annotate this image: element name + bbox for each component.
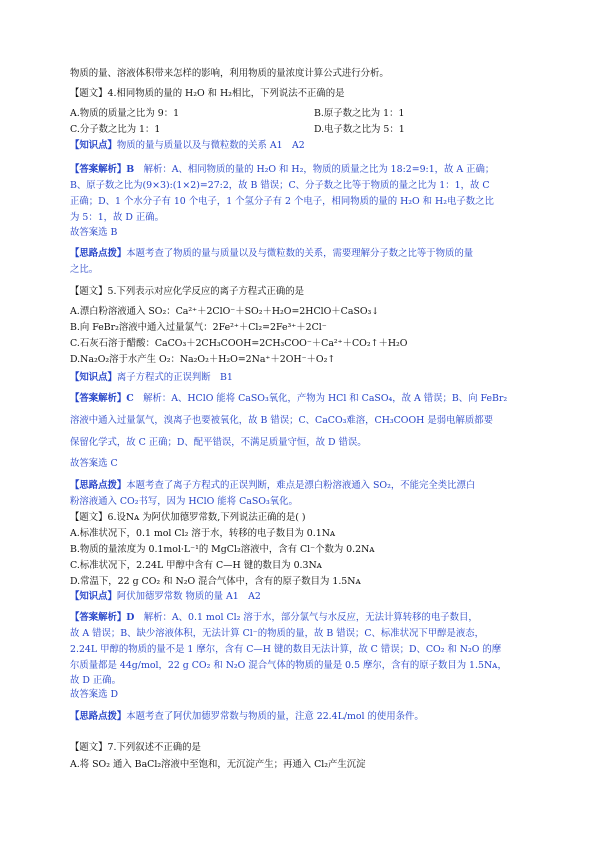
knowledge-point (70, 140, 305, 152)
option-d: D.Na₂O₂溶于水产生 O₂：Na₂O₂＋H₂O=2Na⁺＋2OH⁻＋O₂↑ (70, 354, 336, 365)
thinking-tip (70, 711, 424, 723)
knowledge-point (70, 591, 261, 603)
question-6-stem: 【题文】6.设Nᴀ 为阿伏加德罗常数,下列说法正确的是( ) (70, 512, 306, 523)
section-text: 本题考查了离子方程式的正误判断，难点是漂白粉溶液通入 SO₂，不能完全类比漂白 (126, 480, 476, 491)
section-text: 阿伏加德罗常数 物质的量 A1 A2 (116, 591, 261, 602)
text-line: 正确；D、1 个水分子有 10 个电子，1 个氢分子有 2 个电子，相同物质的量的 H₂O 和 H₂电子数之比 (70, 196, 494, 207)
section-text: 解析：A、0.1 mol Cl₂ 溶于水，部分氯气与水反应，无法计算转移的电子数目， (134, 612, 478, 623)
text-line: 保留化学式，故 C 正确；D、配平错误，不满足质量守恒，故 D 错误。 (70, 437, 367, 448)
text-line: 溶液中通入过量氯气，溴离子也要被氧化，故 B 错误；C、CaCO₃难溶，CH₃COOH 是弱电解质都要 (70, 415, 493, 426)
answer-analysis (70, 393, 507, 405)
text-line: 2.24L 甲醇的物质的量不是 1 摩尔，含有 C—H 键的数目无法计算，故 C 错误；D、CO₂ 和 N₂O 的摩 (70, 644, 502, 655)
option-b: B.物质的量浓度为 0.1mol·L⁻¹的 MgCl₂溶液中，含有 Cl⁻个数为 0.2Nᴀ (70, 544, 375, 555)
section-tag: 【知识点】 (70, 591, 117, 602)
section-tag: 【思路点拨】 (70, 248, 127, 259)
section-tag: 【知识点】 (70, 372, 117, 383)
section-text: 解析：A、相同物质的量的 H₂O 和 H₂，物质的质量之比为 18:2=9:1，故 A 正确； (134, 164, 495, 175)
option-d: D.电子数之比为 5：1 (314, 124, 405, 135)
text-line: 故答案选 C (70, 458, 118, 469)
text-line: B、原子数之比为(9×3):(1×2)=27:2，故 B 错误；C、分子数之比等于物质的量之比为 1：1，故 C (70, 180, 490, 191)
section-text: 物质的量与质量以及与微粒数的关系 A1 A2 (116, 140, 305, 151)
section-text: 本题考查了物质的量与质量以及与微粒数的关系，需要理解分子数之比等于物质的量 (126, 248, 474, 259)
section-tag: 【知识点】 (70, 140, 117, 151)
option-a: A.标准状况下，0.1 mol Cl₂ 溶于水，转移的电子数目为 0.1Nᴀ (70, 528, 336, 539)
thinking-tip (70, 248, 473, 260)
option-c: C.分子数之比为 1：1 (70, 124, 161, 135)
section-tag: 【思路点拨】 (70, 480, 127, 491)
text-line: 粉溶液通入 CO₂书写，因为 HClO 能将 CaSO₃氧化。 (70, 496, 298, 507)
text-line: 物质的量、溶液体积带来怎样的影响，利用物质的量浓度计算公式进行分析。 (70, 68, 389, 79)
text-line: 故 A 错误；B、缺少溶液体积，无法计算 Cl⁻的物质的量，故 B 错误；C、标准状况下甲醇是液态， (70, 628, 484, 639)
section-text: 本题考查了阿伏加德罗常数与物质的量，注意 22.4L/mol 的使用条件。 (126, 711, 424, 722)
question-7-stem: 【题文】7.下列叙述不正确的是 (70, 742, 201, 753)
thinking-tip (70, 480, 475, 492)
option-row (70, 124, 405, 136)
option-d: D.常温下，22 g CO₂ 和 N₂O 混合气体中，含有的原子数目为 1.5Nᴀ (70, 576, 361, 587)
text-line: 尔质量都是 44g/mol，22 g CO₂ 和 N₂O 混合气体的物质的量是 0.5 摩尔，含有的原子数目为 1.5Nᴀ， (70, 660, 507, 671)
answer-analysis (70, 164, 494, 176)
option-b: B.原子数之比为 1：1 (314, 108, 405, 119)
text-line: 之比。 (70, 264, 99, 275)
text-line: 故 D 正确。 (70, 675, 121, 686)
answer-analysis (70, 612, 478, 624)
section-tag: 【答案解析】B (70, 164, 135, 175)
option-a: A.将 SO₂ 通入 BaCl₂溶液中至饱和，无沉淀产生；再通入 Cl₂产生沉淀 (70, 759, 366, 770)
option-a: A.漂白粉溶液通入 SO₂：Ca²⁺＋2ClO⁻＋SO₂＋H₂O=2HClO＋CaSO₃↓ (70, 306, 380, 317)
section-text: 解析：A、HClO 能将 CaSO₃氧化，产物为 HCl 和 CaSO₄，故 A 错误；B、向 FeBr₂ (133, 393, 508, 404)
section-tag: 【答案解析】C (70, 393, 134, 404)
text-line: 故答案选 B (70, 227, 118, 238)
option-b: B.向 FeBr₂溶液中通入过量氯气：2Fe²⁺＋Cl₂=2Fe³⁺＋2Cl⁻ (70, 322, 327, 333)
option-a: A.物质的质量之比为 9：1 (70, 108, 180, 119)
text-line: 为 5：1，故 D 正确。 (70, 212, 165, 223)
option-c: C.石灰石溶于醋酸：CaCO₃＋2CH₃COOH=2CH₃COO⁻＋Ca²⁺＋CO₂↑＋H₂O (70, 338, 408, 349)
question-4-stem: 【题文】4.相同物质的量的 H₂O 和 H₂相比，下列说法不正确的是 (70, 88, 345, 99)
section-text: 离子方程式的正误判断 B1 (116, 372, 233, 383)
option-c: C.标准状况下，2.24L 甲醇中含有 C—H 键的数目为 0.3Nᴀ (70, 560, 322, 571)
text-line: 故答案选 D (70, 689, 118, 700)
section-tag: 【思路点拨】 (70, 711, 127, 722)
knowledge-point (70, 372, 233, 384)
question-5-stem: 【题文】5.下列表示对应化学反应的离子方程式正确的是 (70, 286, 304, 297)
option-row (70, 108, 405, 120)
section-tag: 【答案解析】D (70, 612, 135, 623)
